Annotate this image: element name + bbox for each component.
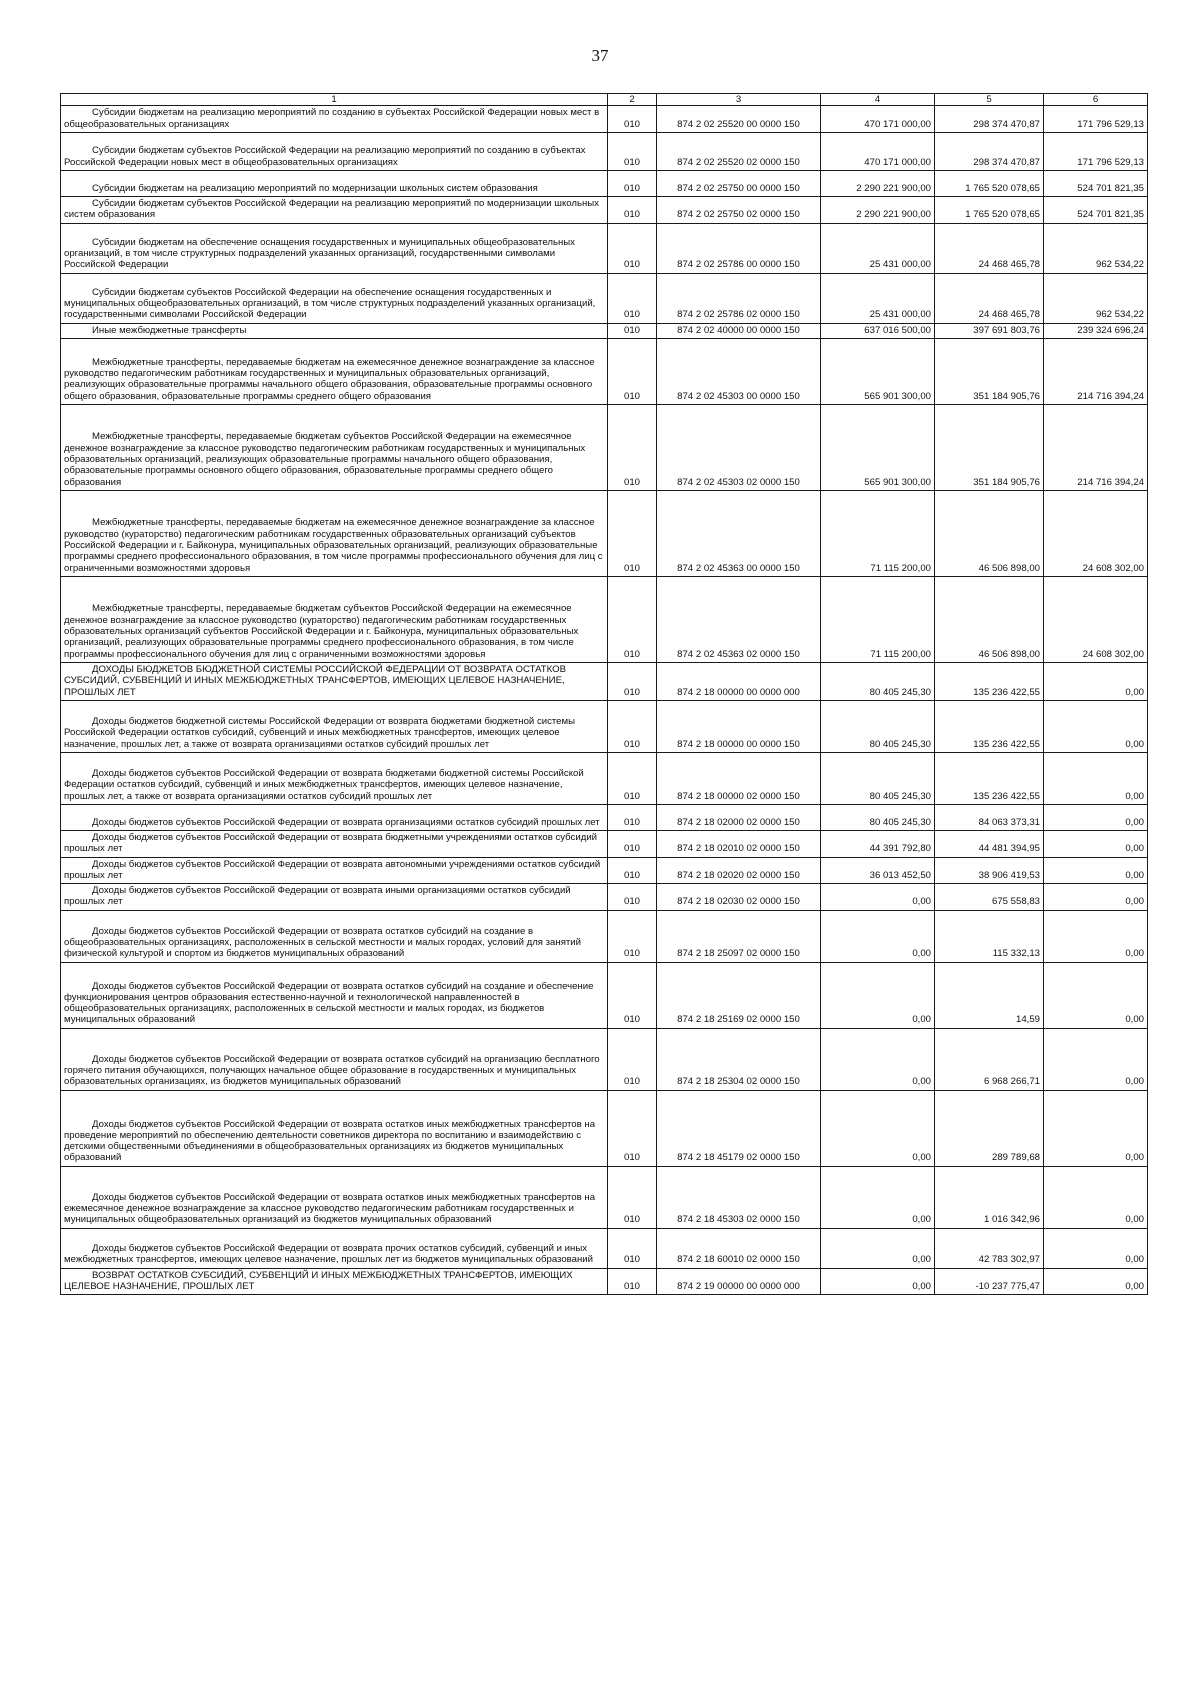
table-row bbox=[61, 404, 1148, 490]
row-kbk: 874 2 18 45179 02 0000 150 bbox=[657, 1090, 821, 1166]
row-code: 010 bbox=[608, 752, 657, 804]
row-name: Субсидии бюджетам на реализацию мероприятий по созданию в субъектах Российской Федерации новых мест в общеобразовательных организациях bbox=[61, 106, 608, 133]
row-value-col5: 24 468 465,78 bbox=[935, 273, 1044, 323]
row-value-col4: 0,00 bbox=[821, 884, 935, 911]
row-name: Доходы бюджетов субъектов Российской Федерации от возврата остатков иных межбюджетных трансфертов на проведение мероприятий по обеспечению деятельности советников директора по воспитанию и взаимодействию с детскими общественными объединениями в общеобразовательных организациях из бюджетов муниципальных образований bbox=[61, 1090, 608, 1166]
table-row bbox=[61, 910, 1148, 962]
row-name: Доходы бюджетов субъектов Российской Федерации от возврата автономными учреждениями остатков субсидий прошлых лет bbox=[61, 857, 608, 884]
row-value-col5: 397 691 803,76 bbox=[935, 323, 1044, 338]
row-kbk: 874 2 18 45303 02 0000 150 bbox=[657, 1166, 821, 1228]
row-code: 010 bbox=[608, 273, 657, 323]
row-value-col4: 565 901 300,00 bbox=[821, 338, 935, 404]
column-number-row bbox=[61, 94, 1148, 106]
table-row bbox=[61, 857, 1148, 884]
row-kbk: 874 2 02 45303 00 0000 150 bbox=[657, 338, 821, 404]
row-value-col5: 42 783 302,97 bbox=[935, 1228, 1044, 1268]
row-kbk: 874 2 02 25786 00 0000 150 bbox=[657, 223, 821, 273]
table-row bbox=[61, 273, 1148, 323]
row-kbk: 874 2 18 00000 00 0000 000 bbox=[657, 662, 821, 700]
row-code: 010 bbox=[608, 962, 657, 1028]
row-value-col4: 71 115 200,00 bbox=[821, 576, 935, 662]
row-value-col6: 24 608 302,00 bbox=[1044, 490, 1148, 576]
row-name: Доходы бюджетов субъектов Российской Федерации от возврата остатков иных межбюджетных трансфертов на ежемесячное денежное вознаграждение за классное руководство педагогическим работникам государственных и муниципальных общеобразовательных организаций из бюджетов муниципальных образований bbox=[61, 1166, 608, 1228]
row-kbk: 874 2 18 02010 02 0000 150 bbox=[657, 830, 821, 857]
column-header-4: 4 bbox=[821, 94, 935, 106]
row-code: 010 bbox=[608, 700, 657, 752]
row-code: 010 bbox=[608, 323, 657, 338]
row-kbk: 874 2 02 25750 00 0000 150 bbox=[657, 170, 821, 196]
budget-table bbox=[60, 93, 1148, 1295]
column-header-5: 5 bbox=[935, 94, 1044, 106]
row-kbk: 874 2 18 02020 02 0000 150 bbox=[657, 857, 821, 884]
row-name: Межбюджетные трансферты, передаваемые бюджетам на ежемесячное денежное вознаграждение за классное руководство (кураторство) педагогическим работникам государственных образовательных организаций субъектов Российской Федерации и г. Байконура, муниципальных образовательных организаций, реализующих образовательные программы среднего профессионального образования, в том числе программы профессионального обучения для лиц с ограниченными возможностями здоровья bbox=[61, 490, 608, 576]
row-value-col6: 0,00 bbox=[1044, 752, 1148, 804]
row-value-col6: 0,00 bbox=[1044, 830, 1148, 857]
table-row bbox=[61, 830, 1148, 857]
row-code: 010 bbox=[608, 338, 657, 404]
row-name: ВОЗВРАТ ОСТАТКОВ СУБСИДИЙ, СУБВЕНЦИЙ И ИНЫХ МЕЖБЮДЖЕТНЫХ ТРАНСФЕРТОВ, ИМЕЮЩИХ ЦЕЛЕВОЕ НАЗНАЧЕНИЕ, ПРОШЛЫХ ЛЕТ bbox=[61, 1268, 608, 1295]
table-row bbox=[61, 1268, 1148, 1295]
row-code: 010 bbox=[608, 1166, 657, 1228]
row-value-col4: 0,00 bbox=[821, 1166, 935, 1228]
row-value-col4: 0,00 bbox=[821, 1028, 935, 1090]
row-kbk: 874 2 02 45363 00 0000 150 bbox=[657, 490, 821, 576]
row-code: 010 bbox=[608, 106, 657, 133]
row-kbk: 874 2 18 60010 02 0000 150 bbox=[657, 1228, 821, 1268]
row-value-col5: 44 481 394,95 bbox=[935, 830, 1044, 857]
row-value-col6: 0,00 bbox=[1044, 1166, 1148, 1228]
row-value-col5: -10 237 775,47 bbox=[935, 1268, 1044, 1295]
row-name: Иные межбюджетные трансферты bbox=[61, 323, 608, 338]
table-row bbox=[61, 804, 1148, 830]
row-value-col6: 0,00 bbox=[1044, 962, 1148, 1028]
row-value-col5: 1 765 520 078,65 bbox=[935, 170, 1044, 196]
row-value-col5: 115 332,13 bbox=[935, 910, 1044, 962]
row-kbk: 874 2 02 25520 00 0000 150 bbox=[657, 106, 821, 133]
row-value-col4: 80 405 245,30 bbox=[821, 804, 935, 830]
row-code: 010 bbox=[608, 170, 657, 196]
row-value-col6: 239 324 696,24 bbox=[1044, 323, 1148, 338]
row-code: 010 bbox=[608, 404, 657, 490]
row-value-col4: 470 171 000,00 bbox=[821, 132, 935, 170]
row-value-col4: 44 391 792,80 bbox=[821, 830, 935, 857]
row-value-col5: 675 558,83 bbox=[935, 884, 1044, 911]
row-name: Межбюджетные трансферты, передаваемые бюджетам на ежемесячное денежное вознаграждение за классное руководство педагогическим работникам государственных и муниципальных образовательных организаций, реализующих образовательные программы начального общего образования, образовательные программы основного общего образования, образовательные программы среднего общего образования bbox=[61, 338, 608, 404]
row-code: 010 bbox=[608, 910, 657, 962]
table-row bbox=[61, 700, 1148, 752]
row-name: Доходы бюджетов субъектов Российской Федерации от возврата прочих остатков субсидий, субвенций и иных межбюджетных трансфертов, имеющих целевое назначение, прошлых лет из бюджетов муниципальных образований bbox=[61, 1228, 608, 1268]
row-code: 010 bbox=[608, 576, 657, 662]
row-value-col4: 565 901 300,00 bbox=[821, 404, 935, 490]
row-value-col6: 0,00 bbox=[1044, 857, 1148, 884]
row-value-col4: 80 405 245,30 bbox=[821, 752, 935, 804]
row-code: 010 bbox=[608, 196, 657, 223]
row-value-col4: 80 405 245,30 bbox=[821, 700, 935, 752]
row-name: Субсидии бюджетам субъектов Российской Федерации на реализацию мероприятий по созданию в субъектах Российской Федерации новых мест в общеобразовательных организациях bbox=[61, 132, 608, 170]
row-name: Доходы бюджетов субъектов Российской Федерации от возврата остатков субсидий на организацию бесплатного горячего питания обучающихся, получающих начальное общее образование в государственных и муниципальных образовательных организациях, из бюджетов муниципальных образований bbox=[61, 1028, 608, 1090]
row-code: 010 bbox=[608, 830, 657, 857]
row-code: 010 bbox=[608, 857, 657, 884]
row-value-col6: 0,00 bbox=[1044, 1268, 1148, 1295]
row-name: Межбюджетные трансферты, передаваемые бюджетам субъектов Российской Федерации на ежемесячное денежное вознаграждение за классное руководство педагогическим работникам государственных и муниципальных образовательных организаций, реализующих образовательные программы начального общего образования, образовательные программы основного общего образования, образовательные программы среднего общего образования bbox=[61, 404, 608, 490]
row-value-col6: 0,00 bbox=[1044, 662, 1148, 700]
row-kbk: 874 2 02 25786 02 0000 150 bbox=[657, 273, 821, 323]
row-value-col5: 135 236 422,55 bbox=[935, 662, 1044, 700]
row-value-col4: 637 016 500,00 bbox=[821, 323, 935, 338]
table-row bbox=[61, 170, 1148, 196]
row-name: Доходы бюджетов субъектов Российской Федерации от возврата организациями остатков субсидий прошлых лет bbox=[61, 804, 608, 830]
row-value-col6: 0,00 bbox=[1044, 804, 1148, 830]
row-value-col4: 470 171 000,00 bbox=[821, 106, 935, 133]
row-kbk: 874 2 02 45363 02 0000 150 bbox=[657, 576, 821, 662]
row-kbk: 874 2 18 25097 02 0000 150 bbox=[657, 910, 821, 962]
row-value-col6: 962 534,22 bbox=[1044, 223, 1148, 273]
row-value-col5: 298 374 470,87 bbox=[935, 106, 1044, 133]
row-value-col5: 351 184 905,76 bbox=[935, 338, 1044, 404]
table-row bbox=[61, 223, 1148, 273]
row-kbk: 874 2 18 25304 02 0000 150 bbox=[657, 1028, 821, 1090]
row-value-col6: 214 716 394,24 bbox=[1044, 338, 1148, 404]
row-value-col4: 80 405 245,30 bbox=[821, 662, 935, 700]
row-kbk: 874 2 18 00000 02 0000 150 bbox=[657, 752, 821, 804]
row-kbk: 874 2 02 25750 02 0000 150 bbox=[657, 196, 821, 223]
row-kbk: 874 2 19 00000 00 0000 000 bbox=[657, 1268, 821, 1295]
row-value-col5: 135 236 422,55 bbox=[935, 700, 1044, 752]
row-value-col6: 214 716 394,24 bbox=[1044, 404, 1148, 490]
row-value-col4: 0,00 bbox=[821, 1268, 935, 1295]
table-row bbox=[61, 490, 1148, 576]
row-kbk: 874 2 18 25169 02 0000 150 bbox=[657, 962, 821, 1028]
row-code: 010 bbox=[608, 1268, 657, 1295]
row-value-col5: 6 968 266,71 bbox=[935, 1028, 1044, 1090]
row-value-col4: 2 290 221 900,00 bbox=[821, 170, 935, 196]
table-row bbox=[61, 106, 1148, 133]
row-kbk: 874 2 18 02030 02 0000 150 bbox=[657, 884, 821, 911]
row-value-col5: 351 184 905,76 bbox=[935, 404, 1044, 490]
row-value-col6: 524 701 821,35 bbox=[1044, 196, 1148, 223]
column-header-3: 3 bbox=[657, 94, 821, 106]
row-value-col4: 0,00 bbox=[821, 962, 935, 1028]
table-row bbox=[61, 662, 1148, 700]
table-row bbox=[61, 323, 1148, 338]
row-kbk: 874 2 02 25520 02 0000 150 bbox=[657, 132, 821, 170]
row-name: Субсидии бюджетам на реализацию мероприятий по модернизации школьных систем образования bbox=[61, 170, 608, 196]
row-code: 010 bbox=[608, 662, 657, 700]
table-body bbox=[61, 94, 1148, 1295]
row-value-col4: 0,00 bbox=[821, 1090, 935, 1166]
table-row bbox=[61, 1090, 1148, 1166]
row-value-col4: 25 431 000,00 bbox=[821, 223, 935, 273]
row-value-col6: 524 701 821,35 bbox=[1044, 170, 1148, 196]
table-row bbox=[61, 576, 1148, 662]
row-value-col5: 24 468 465,78 bbox=[935, 223, 1044, 273]
row-value-col6: 24 608 302,00 bbox=[1044, 576, 1148, 662]
row-value-col5: 298 374 470,87 bbox=[935, 132, 1044, 170]
row-code: 010 bbox=[608, 1028, 657, 1090]
row-code: 010 bbox=[608, 804, 657, 830]
row-name: Доходы бюджетов бюджетной системы Российской Федерации от возврата бюджетами бюджетной системы Российской Федерации остатков субсидий, субвенций и иных межбюджетных трансфертов, имеющих целевое назначение, прошлых лет, а также от возврата организациями остатков субсидий прошлых лет bbox=[61, 700, 608, 752]
row-value-col4: 0,00 bbox=[821, 1228, 935, 1268]
row-code: 010 bbox=[608, 1090, 657, 1166]
row-kbk: 874 2 18 00000 00 0000 150 bbox=[657, 700, 821, 752]
row-value-col4: 0,00 bbox=[821, 910, 935, 962]
row-value-col5: 84 063 373,31 bbox=[935, 804, 1044, 830]
row-name: Доходы бюджетов субъектов Российской Федерации от возврата остатков субсидий на создание и обеспечение функционирования центров образования естественно-научной и технологической направленностей в общеобразовательных организациях, расположенных в сельской местности и малых городах, из бюджетов муниципальных образований bbox=[61, 962, 608, 1028]
table-row bbox=[61, 752, 1148, 804]
row-name: Субсидии бюджетам субъектов Российской Федерации на реализацию мероприятий по модернизации школьных систем образования bbox=[61, 196, 608, 223]
row-name: Межбюджетные трансферты, передаваемые бюджетам субъектов Российской Федерации на ежемесячное денежное вознаграждение за классное руководство (кураторство) педагогическим работникам государственных образовательных организаций субъектов Российской Федерации и г. Байконура, муниципальных образовательных организаций, реализующих образовательные программы среднего профессионального образования, в том числе программы профессионального обучения для лиц с ограниченными возможностями здоровья bbox=[61, 576, 608, 662]
row-value-col6: 171 796 529,13 bbox=[1044, 106, 1148, 133]
row-kbk: 874 2 02 45303 02 0000 150 bbox=[657, 404, 821, 490]
table-row bbox=[61, 884, 1148, 911]
table-row bbox=[61, 338, 1148, 404]
row-value-col5: 135 236 422,55 bbox=[935, 752, 1044, 804]
row-code: 010 bbox=[608, 132, 657, 170]
row-value-col6: 0,00 bbox=[1044, 910, 1148, 962]
row-name: Субсидии бюджетам на обеспечение оснащения государственных и муниципальных общеобразовательных организаций, в том числе структурных подразделений указанных организаций, государственными символами Российской Федерации bbox=[61, 223, 608, 273]
row-code: 010 bbox=[608, 490, 657, 576]
row-value-col5: 1 016 342,96 bbox=[935, 1166, 1044, 1228]
table-row bbox=[61, 1228, 1148, 1268]
row-code: 010 bbox=[608, 884, 657, 911]
column-header-1: 1 bbox=[61, 94, 608, 106]
page-number: 37 bbox=[591, 46, 609, 65]
row-value-col6: 0,00 bbox=[1044, 700, 1148, 752]
row-value-col6: 0,00 bbox=[1044, 1090, 1148, 1166]
row-value-col5: 1 765 520 078,65 bbox=[935, 196, 1044, 223]
column-header-2: 2 bbox=[608, 94, 657, 106]
table-row bbox=[61, 196, 1148, 223]
table-row bbox=[61, 962, 1148, 1028]
row-value-col6: 0,00 bbox=[1044, 1228, 1148, 1268]
row-value-col4: 2 290 221 900,00 bbox=[821, 196, 935, 223]
row-value-col5: 46 506 898,00 bbox=[935, 576, 1044, 662]
row-value-col6: 171 796 529,13 bbox=[1044, 132, 1148, 170]
table-row bbox=[61, 1028, 1148, 1090]
row-value-col5: 46 506 898,00 bbox=[935, 490, 1044, 576]
row-value-col4: 36 013 452,50 bbox=[821, 857, 935, 884]
row-kbk: 874 2 02 40000 00 0000 150 bbox=[657, 323, 821, 338]
row-name: ДОХОДЫ БЮДЖЕТОВ БЮДЖЕТНОЙ СИСТЕМЫ РОССИЙСКОЙ ФЕДЕРАЦИИ ОТ ВОЗВРАТА ОСТАТКОВ СУБСИДИЙ, СУБВЕНЦИЙ И ИНЫХ МЕЖБЮДЖЕТНЫХ ТРАНСФЕРТОВ, ИМЕЮЩИХ ЦЕЛЕВОЕ НАЗНАЧЕНИЕ, ПРОШЛЫХ ЛЕТ bbox=[61, 662, 608, 700]
row-name: Доходы бюджетов субъектов Российской Федерации от возврата остатков субсидий на создание в общеобразовательных организациях, расположенных в сельской местности и малых городах, условий для занятий физической культурой и спортом из бюджетов муниципальных образований bbox=[61, 910, 608, 962]
row-value-col5: 38 906 419,53 bbox=[935, 857, 1044, 884]
row-name: Доходы бюджетов субъектов Российской Федерации от возврата бюджетами бюджетной системы Российской Федерации остатков субсидий, субвенций и иных межбюджетных трансфертов, имеющих целевое назначение, прошлых лет, а также от возврата организациями остатков субсидий прошлых лет bbox=[61, 752, 608, 804]
row-code: 010 bbox=[608, 223, 657, 273]
column-header-6: 6 bbox=[1044, 94, 1148, 106]
table-row bbox=[61, 132, 1148, 170]
row-value-col6: 0,00 bbox=[1044, 1028, 1148, 1090]
row-name: Доходы бюджетов субъектов Российской Федерации от возврата иными организациями остатков субсидий прошлых лет bbox=[61, 884, 608, 911]
row-value-col5: 289 789,68 bbox=[935, 1090, 1044, 1166]
row-value-col6: 962 534,22 bbox=[1044, 273, 1148, 323]
row-value-col6: 0,00 bbox=[1044, 884, 1148, 911]
row-value-col5: 14,59 bbox=[935, 962, 1044, 1028]
table-row bbox=[61, 1166, 1148, 1228]
row-kbk: 874 2 18 02000 02 0000 150 bbox=[657, 804, 821, 830]
row-code: 010 bbox=[608, 1228, 657, 1268]
row-name: Субсидии бюджетам субъектов Российской Федерации на обеспечение оснащения государственных и муниципальных общеобразовательных организаций, в том числе структурных подразделений указанных организаций, государственными символами Российской Федерации bbox=[61, 273, 608, 323]
row-name: Доходы бюджетов субъектов Российской Федерации от возврата бюджетными учреждениями остатков субсидий прошлых лет bbox=[61, 830, 608, 857]
row-value-col4: 71 115 200,00 bbox=[821, 490, 935, 576]
row-value-col4: 25 431 000,00 bbox=[821, 273, 935, 323]
